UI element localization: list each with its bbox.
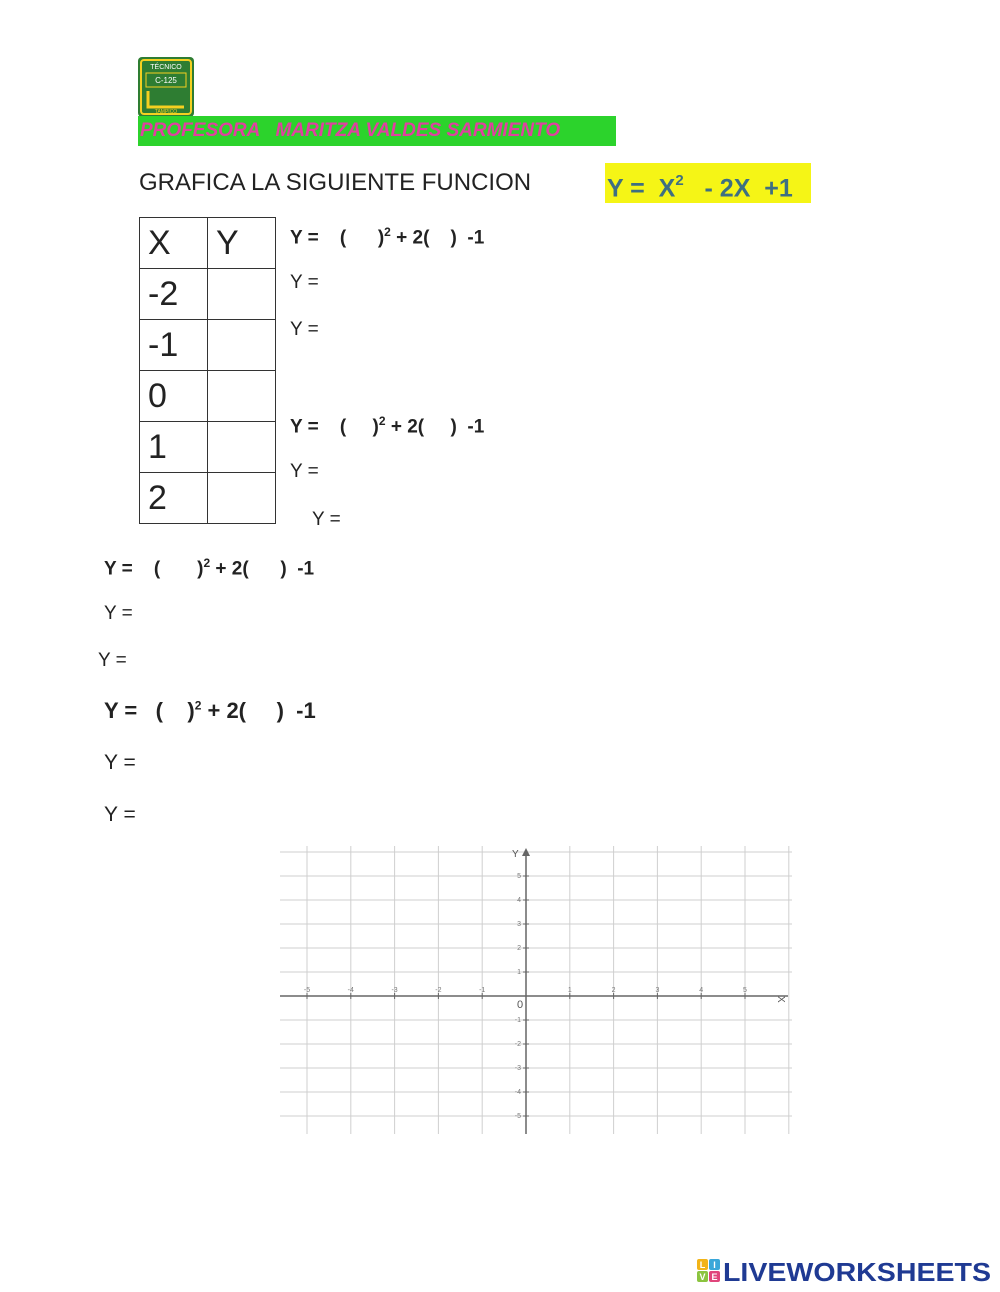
table-row <box>140 371 276 422</box>
logo-bottom-text: TAMPICO <box>154 109 178 115</box>
table-cell-x: 1 <box>140 422 208 473</box>
equation-part: Y = ( ) <box>104 558 204 580</box>
x-tick-label: -5 <box>303 987 311 994</box>
x-tick-label: -4 <box>347 987 354 994</box>
y-tick-label: -4 <box>514 1089 521 1096</box>
logo-center-text: C-125 <box>155 76 177 85</box>
work-line[interactable]: Y = <box>104 751 136 774</box>
x-axis-label: X <box>775 996 786 1003</box>
formula-exponent: 2 <box>675 172 684 189</box>
table-cell-y-input[interactable] <box>208 473 276 524</box>
table-cell-y-input[interactable] <box>208 422 276 473</box>
y-tick-label: -5 <box>514 1113 521 1120</box>
work-line[interactable]: Y = <box>104 603 133 624</box>
work-line[interactable]: Y = <box>290 319 319 340</box>
teacher-name: PROFESORA MARITZA VALDES SARMIENTO <box>138 116 616 146</box>
y-tick-label: -2 <box>514 1041 521 1048</box>
x-tick-label: 4 <box>699 987 704 994</box>
table-cell-x: -2 <box>140 269 208 320</box>
table-header-row <box>140 218 276 269</box>
y-tick-label: 5 <box>517 873 521 880</box>
x-tick-label: 2 <box>611 987 616 994</box>
badge-letter: L <box>699 1260 706 1270</box>
table-cell-x: -1 <box>140 320 208 371</box>
x-tick-label: 3 <box>655 987 660 994</box>
work-line[interactable]: Y = <box>312 509 341 530</box>
equation-exponent: 2 <box>203 556 211 570</box>
work-equation <box>290 225 484 249</box>
table-cell-y-input[interactable] <box>208 320 276 371</box>
origin-label: 0 <box>517 999 524 1011</box>
y-tick-label: -3 <box>514 1065 521 1072</box>
equation-exponent: 2 <box>384 225 391 239</box>
equation-part: Y = ( ) <box>104 698 195 723</box>
xy-table <box>139 217 276 524</box>
work-line[interactable]: Y = <box>290 461 319 482</box>
y-tick-label: 1 <box>517 969 521 976</box>
brand-name: LIVEWORKSHEETS <box>723 1257 991 1287</box>
x-tick-label: -1 <box>479 987 486 994</box>
x-tick-label: -3 <box>391 987 398 994</box>
table-header-x: X <box>140 218 208 269</box>
x-tick-label: -2 <box>435 987 442 994</box>
equation-exponent: 2 <box>378 414 386 428</box>
y-tick-label: 2 <box>517 945 521 952</box>
table-cell-y-input[interactable] <box>208 269 276 320</box>
formula-right: - 2X +1 <box>683 174 793 203</box>
table-header-y: Y <box>208 218 276 269</box>
y-tick-label: 3 <box>517 921 521 928</box>
equation-part: + 2( ) -1 <box>210 558 315 580</box>
table-cell-y-input[interactable] <box>208 371 276 422</box>
work-equation <box>104 698 316 724</box>
x-tick-label: 5 <box>743 987 747 994</box>
work-equation <box>290 414 484 438</box>
y-tick-label: 4 <box>517 897 521 904</box>
table-cell-x: 0 <box>140 371 208 422</box>
equation-part: Y = ( ) <box>290 416 379 438</box>
equation-part: + 2( ) -1 <box>385 416 485 438</box>
equation-exponent: 2 <box>194 698 202 713</box>
school-logo <box>138 57 194 117</box>
x-tick-label: 1 <box>567 987 572 994</box>
logo-top-text: TÉCNICO <box>150 64 182 71</box>
badge-letter: V <box>699 1272 706 1282</box>
liveworksheets-logo <box>697 1255 993 1287</box>
work-line[interactable]: Y = <box>290 272 319 293</box>
work-line[interactable]: Y = <box>104 803 136 826</box>
work-line[interactable]: Y = <box>98 650 127 671</box>
table-cell-x: 2 <box>140 473 208 524</box>
table-row <box>140 320 276 371</box>
instruction-text: GRAFICA LA SIGUIENTE FUNCION <box>139 169 532 196</box>
table-row <box>140 473 276 524</box>
y-tick-label: -1 <box>514 1017 521 1024</box>
coordinate-grid[interactable] <box>280 846 792 1139</box>
table-row <box>140 269 276 320</box>
equation-part: + 2( ) -1 <box>390 227 485 249</box>
equation-part: + 2( ) -1 <box>201 698 316 723</box>
badge-letter: E <box>711 1272 718 1282</box>
function-formula <box>605 163 811 203</box>
y-axis-label: Y <box>512 849 519 860</box>
badge-letter: I <box>713 1260 716 1270</box>
work-equation <box>104 556 314 580</box>
formula-left: Y = X <box>607 174 676 203</box>
equation-part: Y = ( ) <box>290 227 385 249</box>
table-row <box>140 422 276 473</box>
